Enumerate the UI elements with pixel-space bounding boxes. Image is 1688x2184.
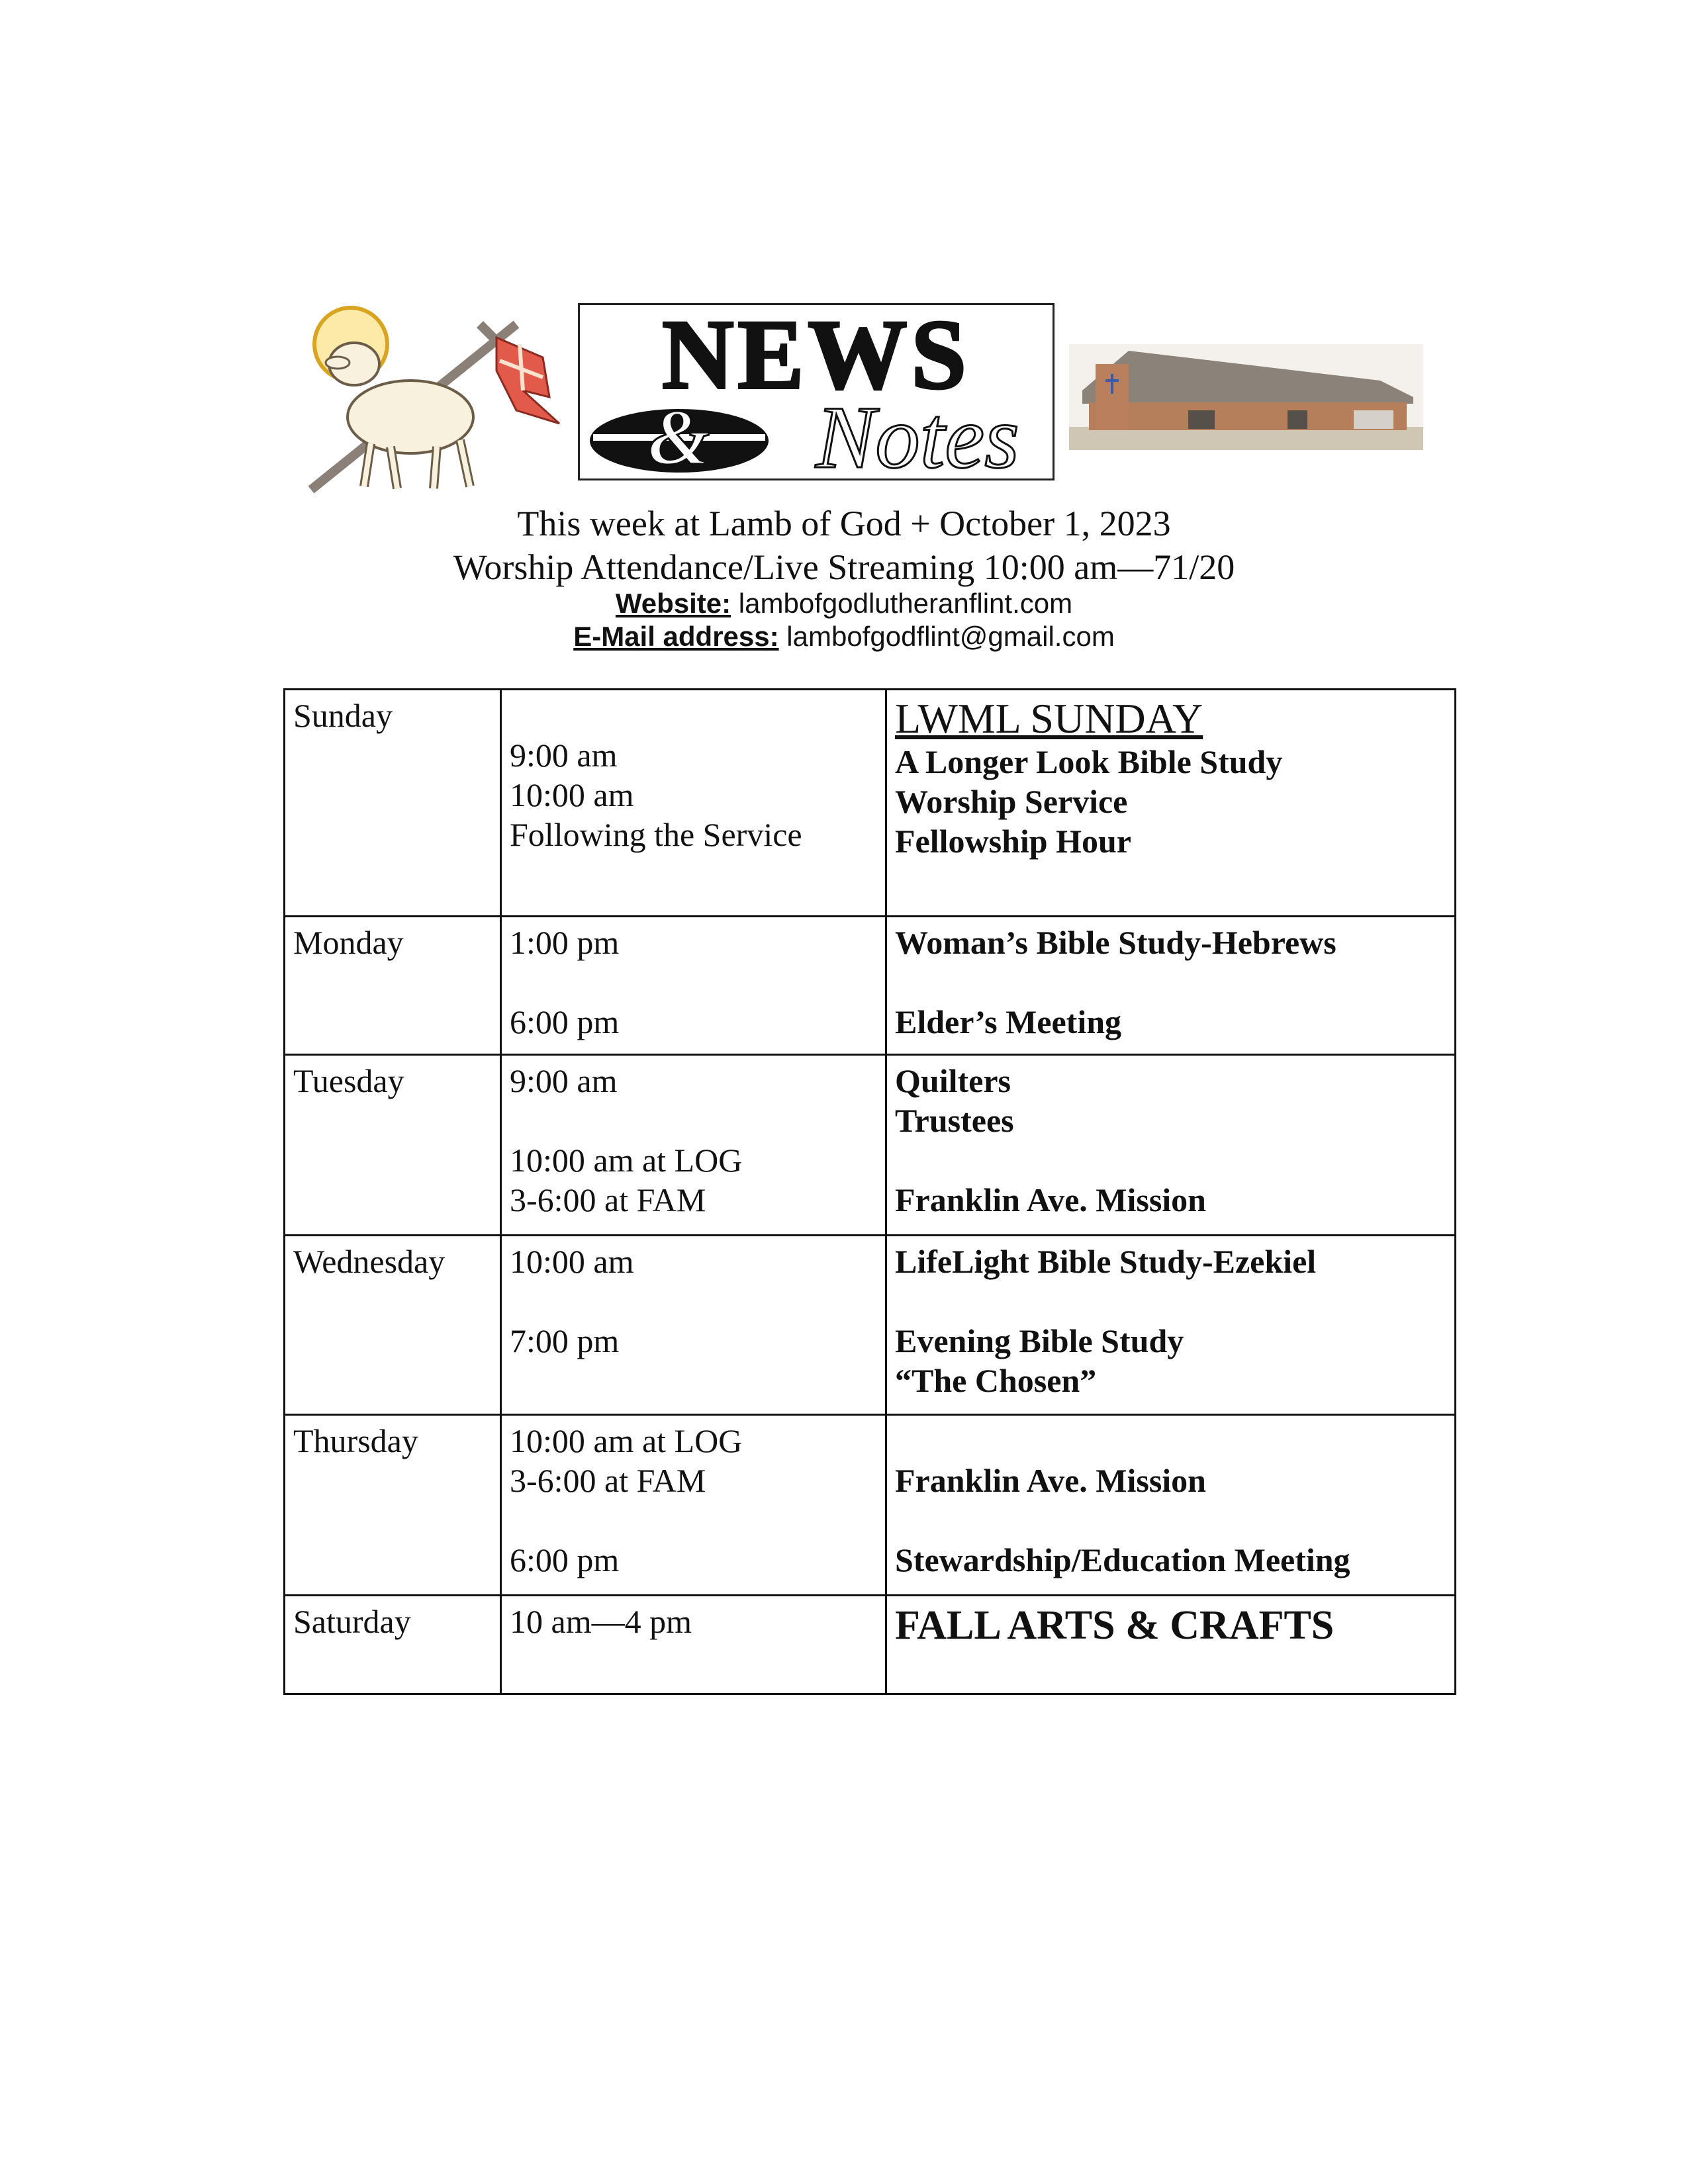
time-entry: 6:00 pm — [510, 1003, 620, 1040]
weekly-schedule-table — [283, 688, 1456, 1695]
website-line — [0, 588, 1688, 619]
time-cell — [501, 1415, 886, 1596]
activity-cell — [886, 1415, 1456, 1596]
activity-entry: A Longer Look Bible Study — [895, 743, 1283, 780]
time-entry: 10:00 am at LOG — [510, 1422, 743, 1459]
time-entry: 10 am—4 pm — [510, 1603, 692, 1640]
news-notes-logo-art — [580, 305, 1053, 478]
time-cell — [501, 690, 886, 917]
lwml-sunday-heading: LWML SUNDAY — [895, 695, 1203, 742]
time-entry: 10:00 am at LOG — [510, 1142, 743, 1179]
email-link[interactable]: lambofgodflint@gmail.com — [778, 621, 1115, 652]
website-link[interactable]: lambofgodlutheranflint.com — [731, 588, 1073, 619]
schedule-row-tuesday — [285, 1055, 1456, 1236]
activity-entry: Worship Service — [895, 783, 1128, 820]
activity-cell — [886, 1596, 1456, 1694]
news-and-notes-logo — [578, 303, 1055, 480]
fall-arts-crafts-heading: FALL ARTS & CRAFTS — [895, 1603, 1335, 1648]
time-cell — [501, 917, 886, 1055]
activity-entry: Trustees — [895, 1102, 1014, 1139]
time-entry: 10:00 am — [510, 776, 634, 813]
day-cell: Monday — [285, 917, 501, 1055]
time-entry: Following the Service — [510, 816, 802, 853]
activity-cell — [886, 1055, 1456, 1236]
activity-entry: Franklin Ave. Mission — [895, 1462, 1206, 1499]
day-cell: Sunday — [285, 690, 501, 917]
activity-entry: Quilters — [895, 1062, 1011, 1099]
activity-entry: Evening Bible Study — [895, 1322, 1184, 1359]
time-entry: 3-6:00 at FAM — [510, 1462, 706, 1499]
activity-entry: Franklin Ave. Mission — [895, 1181, 1206, 1218]
activity-cell — [886, 1236, 1456, 1415]
time-entry: 9:00 am — [510, 737, 618, 774]
time-entry: 7:00 pm — [510, 1322, 620, 1359]
time-entry: 3-6:00 at FAM — [510, 1181, 706, 1218]
church-building-photo — [1069, 344, 1423, 450]
activity-entry: Elder’s Meeting — [895, 1003, 1122, 1040]
time-entry: 9:00 am — [510, 1062, 618, 1099]
activity-entry: Stewardship/Education Meeting — [895, 1541, 1350, 1578]
schedule-row-monday — [285, 917, 1456, 1055]
time-entry: 1:00 pm — [510, 924, 620, 961]
schedule-row-wednesday — [285, 1236, 1456, 1415]
activity-cell — [886, 690, 1456, 917]
time-cell — [501, 1596, 886, 1694]
day-cell: Thursday — [285, 1415, 501, 1596]
week-heading: This week at Lamb of God + October 1, 2023 — [517, 504, 1171, 543]
time-entry: 6:00 pm — [510, 1541, 620, 1578]
time-cell — [501, 1236, 886, 1415]
email-label: E-Mail address: — [573, 621, 779, 652]
attendance-line: Worship Attendance/Live Streaming 10:00 am—71/20 — [453, 547, 1235, 587]
activity-entry: Woman’s Bible Study-Hebrews — [895, 924, 1336, 961]
logo-ampersand: & — [648, 393, 710, 478]
email-line — [0, 621, 1688, 653]
logo-notes-text: Notes — [816, 388, 1019, 478]
schedule-row-thursday — [285, 1415, 1456, 1596]
day-cell: Tuesday — [285, 1055, 501, 1236]
lamb-of-god-illustration — [298, 298, 563, 496]
activity-entry: Fellowship Hour — [895, 823, 1131, 860]
schedule-row-saturday — [285, 1596, 1456, 1694]
website-label: Website: — [615, 588, 731, 619]
activity-entry: LifeLight Bible Study-Ezekiel — [895, 1243, 1317, 1280]
day-cell: Wednesday — [285, 1236, 501, 1415]
time-entry: 10:00 am — [510, 1243, 634, 1280]
time-cell — [501, 1055, 886, 1236]
activity-entry: “The Chosen” — [895, 1362, 1097, 1399]
schedule-row-sunday — [285, 690, 1456, 917]
day-cell: Saturday — [285, 1596, 501, 1694]
activity-cell — [886, 917, 1456, 1055]
logo-news-text: NEWS — [662, 305, 970, 410]
